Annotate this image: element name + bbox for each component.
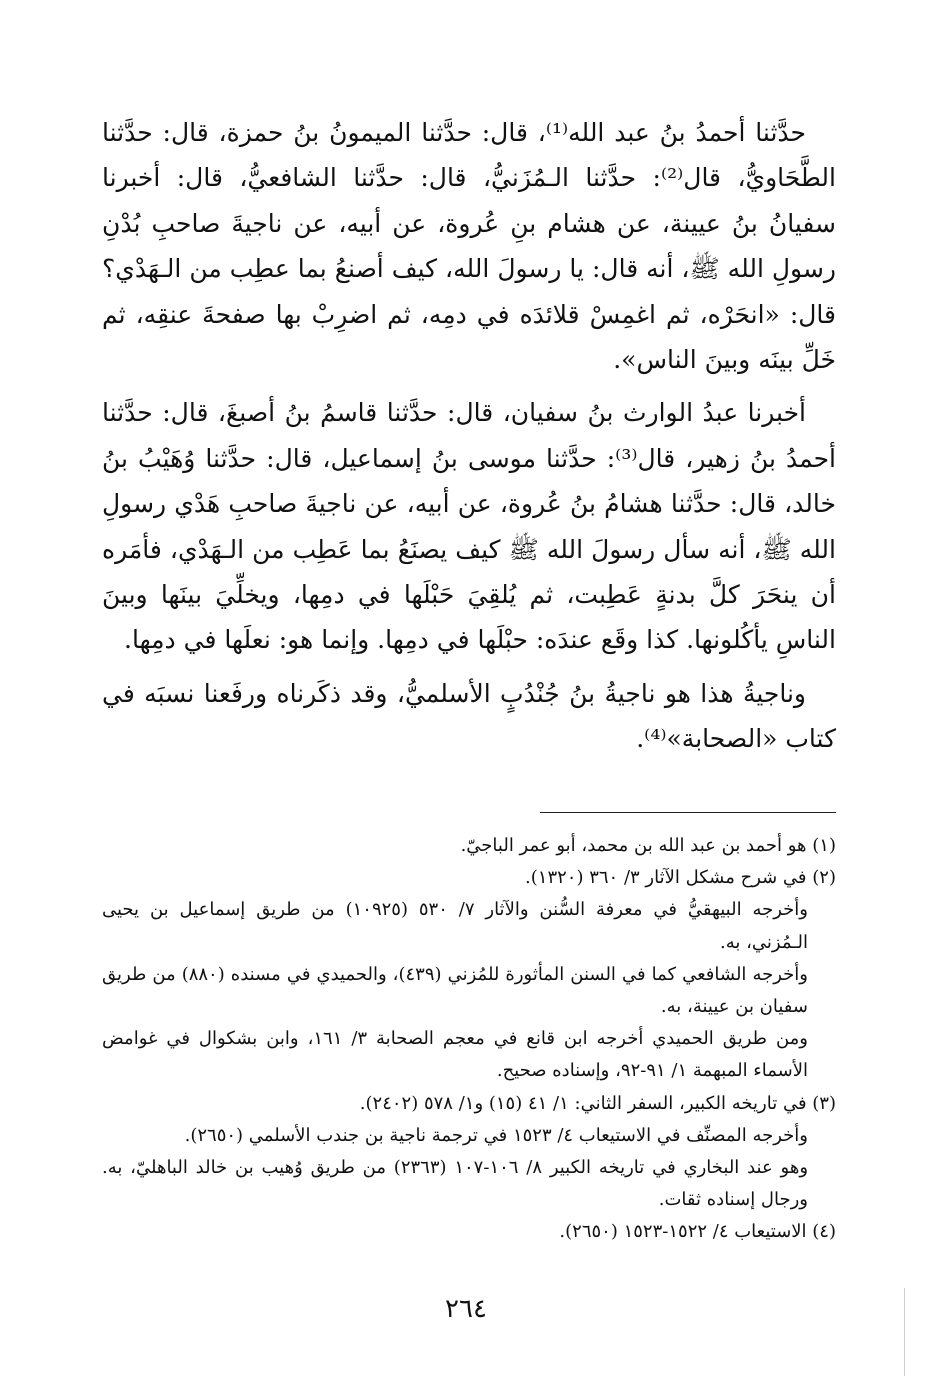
main-paragraph-3: وناجيةُ هذا هو ناجيةُ بنُ جُنْدُبٍ الأسلميُّ، وقد ذكَرناه ورفَعنا نسبَه في كتاب «الصحابة»⁽⁴⁾. [102, 678, 836, 754]
footnotes-block [102, 830, 836, 1249]
footnote-2-note-b: وأخرجه الشافعي كما في السنن المأثورة للمُزني (٤٣٩)، والحميدي في مسنده (٨٨٠) من طريق سفيان بن عيينة، به. [102, 963, 808, 1018]
footnote-3: (٣) في تاريخه الكبير، السفر الثاني: ١/ ٤١ (١٥) و١/ ٥٧٨ (٢٤٠٢). [359, 1092, 836, 1114]
footnote-1: (١) هو أحمد بن عبد الله بن محمد، أبو عمر الباجيّ. [460, 835, 836, 856]
main-text-block [102, 110, 836, 762]
footnote-3-note-a: وأخرجه المصنِّف في الاستيعاب ٤/ ١٥٢٣ في ترجمة ناجية بن جندب الأسلمي (٢٦٥٠). [184, 1124, 808, 1146]
main-paragraph-2: أخبرنا عبدُ الوارث بنُ سفيان، قال: حدَّثنا قاسمُ بنُ أصبغَ، قال: حدَّثنا أحمدُ بنُ زهير، قال⁽³⁾: حدَّثنا موسى بنُ إسماعيل، قال: حدَّثنا وُهَيْبُ بنُ خالد، قال: حدَّثنا هشامُ بنُ عُروة، عن أبيه، عن ناجيةَ صاحبِ هَدْي رسولِ الله ﷺ، أنه سأل رسولَ الله ﷺ كيف يصنَعُ بما عَطِب من الـهَدْي، فأمَره أن ينحَرَ كلَّ بدنةٍ عَطِبت، ثم يُلقِيَ حَبْلَها في دمِها، ويخلِّيَ بينَها وبينَ الناسِ يأكُلونها. كذا وقَع عندَه: حبْلَها في دمِها. وإنما هو: نعلَها في دمِها. [102, 398, 836, 655]
footnote-2-note-a: وأخرجه البيهقيُّ في معرفة السُّنن والآثار ٧/ ٥٣٠ (١٠٩٢٥) من طريق إسماعيل بن يحيى الـمُزني، به. [102, 899, 808, 953]
footnote-2: (٢) في شرح مشكل الآثار ٣/ ٣٦٠ (١٣٢٠). [525, 867, 836, 889]
footnote-divider [540, 812, 836, 813]
page-number: ٢٦٤ [445, 1294, 487, 1324]
footnote-4: (٤) الاستيعاب ٤/ ١٥٢٢-١٥٢٣ (٢٦٥٠). [559, 1221, 836, 1243]
page-edge-line [904, 1288, 905, 1376]
main-paragraph-1: حدَّثنا أحمدُ بنُ عبد الله⁽¹⁾، قال: حدَّثنا الميمونُ بنُ حمزة، قال: حدَّثنا الطَّحَاويُّ، قال⁽²⁾: حدَّثنا الـمُزَنيُّ، قال: حدَّثنا الشافعيُّ، قال: أخبرنا سفيانُ بنُ عيينة، عن هشام بنِ عُروة، عن أبيه، عن ناجيةَ صاحبِ بُدْنِ رسولِ الله ﷺ، أنه قال: يا رسولَ الله، كيف أصنعُ بما عطِب من الـهَدْي؟ قال: «انحَرْه، ثم اغمِسْ قلائدَه في دمِه، ثم اضرِبْ بها صفحةَ عنقِه، ثم خَلِّ بينَه وبينَ الناس». [102, 118, 836, 375]
footnote-3-note-b: وهو عند البخاري في تاريخه الكبير ٨/ ١٠٦-١٠٧ (٢٣٦٣) من طريق وُهيب بن خالد الباهليّ، به. ورجال إسناده ثقات. [102, 1157, 809, 1211]
footnote-2-note-c: ومن طريق الحميدي أخرجه ابن قانع في معجم الصحابة ٣/ ١٦١، وابن بشكوال في غوامض الأسماء المبهمة ١/ ٩١-٩٢، وإسناده صحيح. [102, 1028, 808, 1082]
